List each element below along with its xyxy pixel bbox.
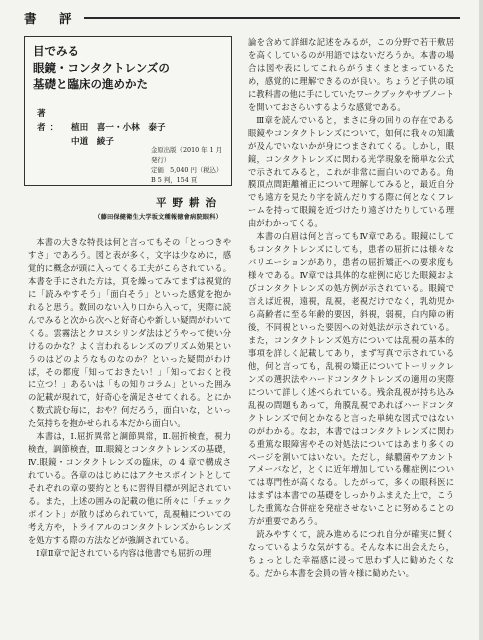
book-title-line: 目でみる: [33, 44, 79, 58]
reviewer-affiliation: （藤田保健衛生大学坂文種報徳會病院眼科）: [94, 214, 222, 221]
reviewer-name: 平野耕治: [156, 197, 222, 209]
author-names: 植田 喜一・小林 泰子: [71, 123, 166, 133]
body-column-right: [248, 36, 454, 626]
book-title-line: 眼鏡・コンタクトレンズの: [33, 60, 170, 75]
book-info-box: [24, 36, 232, 186]
body-paragraph: 論を含めて詳細な記述をみるが，この分野で若干敷居を高くしているのが用語ではないだろうか。本書の場合は図や表にしてこれらがうまくまとまっているため，感覚的に理解できるのが良い。ちょうど子供の頃に教科書の他に手にしていたワークブックやサブノートを開いておさらいするような感覚である。: [248, 37, 454, 112]
body-paragraph: 読みやすくて，読み進めるにつれ自分が確実に賢くなっているような気がする。そんな本に出会えたら，ちょっとした幸福感に浸って思わず人に勧めたくなる。だから本書を会員の皆々様に勧めたい。: [248, 529, 454, 579]
publisher: 金原出版（2010 年 1 月発行）: [151, 146, 223, 164]
author-names: 中道 綾子: [71, 137, 114, 147]
publication-info: [151, 145, 223, 185]
book-title-line: 基礎と臨床の進めかた: [33, 77, 148, 91]
book-authors: [37, 107, 166, 149]
body-column-left: [28, 236, 231, 628]
body-paragraph: Ⅲ章を読んでいると，まさに身の回りの存在である眼鏡やコンタクトレンズについて，如何に我々の知識が及んでいないかが身につまされてくる。しかし，眼鏡，コンタクトレンズに関わる光学現象を簡単な公式で示されてみると，これが非常に面白いのである。角膜頂点間距離補正について理解してみると，最近自分でも遠方を見たり字を読んだりする際に何となくフレームを持って眼鏡を近づけたり遠ざけたりしている理由がわかってくる。: [248, 114, 454, 229]
section-label: 書 評: [24, 11, 77, 26]
format: B 5 判，154 頁: [151, 176, 198, 184]
author-role: 著 者：: [37, 109, 63, 133]
header-rule: [84, 17, 460, 19]
body-paragraph: 本書は，Ⅰ.屈折異常と調節異常，Ⅱ.屈折検査，視力検査，調節検査，Ⅲ.眼鏡とコンタクトレンズの基礎，Ⅳ.眼鏡・コンタクトレンズの臨床，の 4 章で構成されている。各章のはじめにはアクセスポイントとしてそれぞれの章の要約とともに習得目標が列記されている。また，上述の囲みの記載の他に所々に「チェックポイント」が散りばめられていて，乱視軸についての考え方や，トライアルのコンタクトレンズからレンズを処方する際の方法などが強調されている。: [28, 431, 231, 545]
section-header: [22, 8, 462, 28]
body-paragraph: Ⅰ章Ⅱ章で記されている内容は他書でも屈折の理: [36, 547, 212, 558]
page-edge: [479, 0, 483, 640]
body-paragraph: 本書の大きな特長は何と言ってもその「とっつきやすさ」であろう。図と表が多く，文字は少なめに，感覚的に概念が頭に入ってくる工夫がこらされている。本書を手にされた方は，頁を繰ってみてまずは視覚的に「読みやすそう」「面白そう」といった感覚を抱かれると思う。数回のない入り口から入って，実際に読んでみると次から次へと好奇心や新しい疑問がわいてくる。雲霧法とクロスシリンダ法はどうやって使い分けるのかな？よく言われるレンズのプリズム効果というのはどのようなものなのか？といった疑問がわけば，その都度「知っておきたい！」「知っておくと役に立つ！」あるいは「もの知りコラム」といった囲みの記載が現れて，好奇心を満足させてくれる。とにかく数式読む毎に，おや？何だろう，面白いな，といった気持ちを抱かせられる本だから面白い。: [28, 237, 231, 429]
book-title: [33, 43, 170, 93]
body-paragraph: 本書の白眉は何と言ってもⅣ章である。眼鏡にしてもコンタクトレンズにしても，患者の屈折には様々なバリエーションがあり，患者の屈折矯正への要求度も様々である。Ⅳ章では具体的な症例に応じた眼鏡およびコンタクトレンズの処方例が示されている。眼鏡で言えば近視，遠視，乱視，老視だけでなく，乳幼児から高齢者に至る年齢的要因，斜視，弱視，白内障の術後，不同視といった要因への対処法が示されている。また，コンタクトレンズ処方については乱視の基本的事項を詳しく記載してあり，まず写真で示されている他，何と言っても，乱視の矯正についてトーリックレンズの選択法やハードコンタクトレンズの適用の実際について詳しく述べられている。残余乱視が持ち込み乱視の問題もあって，角膜乱視であればハードコンタクトレンズで何とかなると言った単純な図式ではないのがわかる。なお，本書ではコンタクトレンズに関わる重篤な眼障害やその対処法についてはあまり多くのページを割いてはいない。ただし，緑膿菌やアカントアメーバなど，とくに近年増加している難症例については専門性が高くなる。したがって，多くの眼科医にはまずは本書での基礎をしっかりふまえた上で，こうした重篤な合併症を発症させないことに努めることの方が重要であろう。: [248, 231, 454, 527]
price: 定価 5,040 円（税込）: [151, 166, 223, 174]
reviewer-block: [26, 195, 232, 221]
